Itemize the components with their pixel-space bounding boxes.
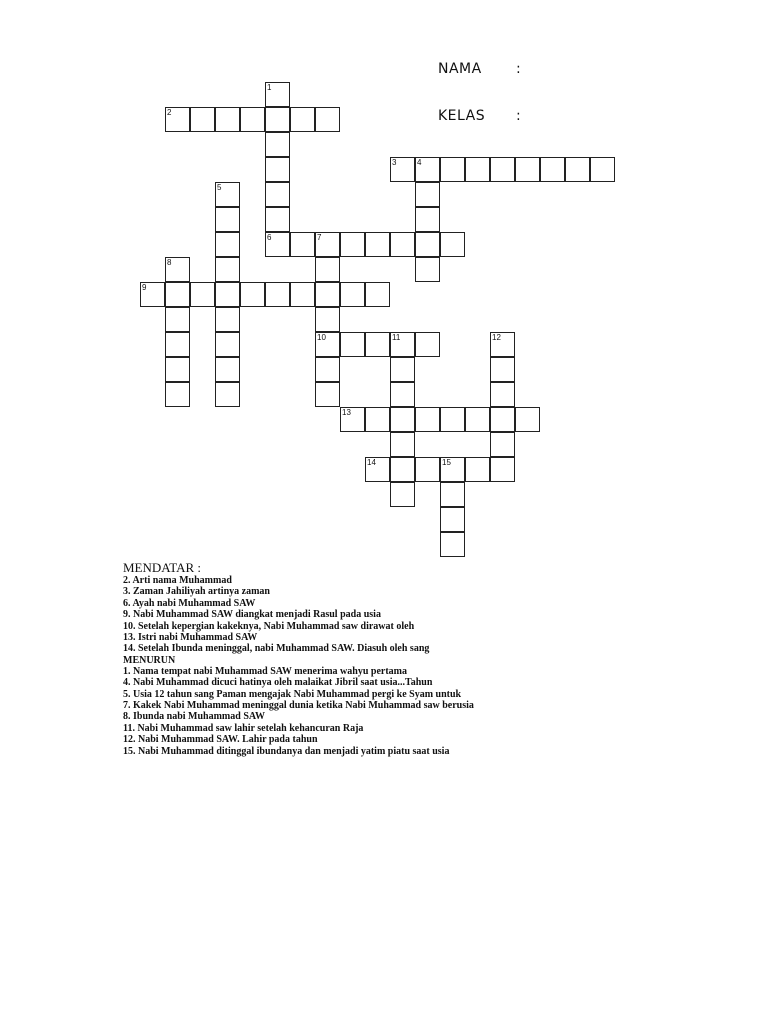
grid-cell[interactable] <box>190 282 215 307</box>
grid-cell[interactable] <box>465 157 490 182</box>
grid-cell[interactable] <box>415 457 440 482</box>
grid-cell[interactable] <box>315 282 340 307</box>
grid-cell[interactable] <box>215 332 240 357</box>
down-clue: 15. Nabi Muhammad ditinggal ibundanya dan menjadi yatim piatu saat usia <box>123 745 450 757</box>
grid-cell[interactable] <box>290 232 315 257</box>
grid-cell[interactable] <box>340 232 365 257</box>
grid-cell[interactable] <box>265 132 290 157</box>
grid-cell[interactable] <box>365 282 390 307</box>
grid-cell[interactable] <box>165 332 190 357</box>
down-clue: 11. Nabi Muhammad saw lahir setelah kehancuran Raja <box>123 722 364 734</box>
grid-cell[interactable] <box>440 157 465 182</box>
clue-number-2: 2 <box>167 108 172 117</box>
grid-cell[interactable] <box>315 107 340 132</box>
grid-cell[interactable] <box>390 457 415 482</box>
grid-cell[interactable] <box>215 257 240 282</box>
grid-cell[interactable] <box>315 357 340 382</box>
grid-cell[interactable] <box>165 282 190 307</box>
down-heading: MENURUN <box>123 654 176 666</box>
grid-cell[interactable] <box>315 382 340 407</box>
grid-cell[interactable] <box>440 532 465 557</box>
grid-cell[interactable] <box>440 482 465 507</box>
grid-cell[interactable] <box>365 232 390 257</box>
grid-cell[interactable] <box>440 232 465 257</box>
grid-cell[interactable] <box>290 107 315 132</box>
grid-cell[interactable] <box>565 157 590 182</box>
across-clues <box>123 575 683 655</box>
grid-cell[interactable] <box>415 332 440 357</box>
grid-cell[interactable] <box>415 257 440 282</box>
clue-number-7: 7 <box>317 233 322 242</box>
across-clue: 3. Zaman Jahiliyah artinya zaman <box>123 586 270 598</box>
grid-cell[interactable] <box>490 157 515 182</box>
class-label: KELAS <box>438 108 486 124</box>
across-clue: 10. Setelah kepergian kakeknya, Nabi Muhammad saw dirawat oleh <box>123 620 415 632</box>
grid-cell[interactable] <box>390 232 415 257</box>
grid-cell[interactable] <box>265 207 290 232</box>
clue-number-13: 13 <box>342 408 351 417</box>
clue-number-4: 4 <box>417 158 422 167</box>
name-label: NAMA <box>438 61 482 77</box>
across-clue: 2. Arti nama Muhammad <box>123 575 232 586</box>
grid-cell[interactable] <box>365 407 390 432</box>
grid-cell[interactable] <box>265 182 290 207</box>
grid-cell[interactable] <box>490 432 515 457</box>
down-clue: 4. Nabi Muhammad dicuci hatinya oleh malaikat Jibril saat usia...Tahun <box>123 677 433 689</box>
grid-cell[interactable] <box>365 332 390 357</box>
down-clue: 8. Ibunda nabi Muhammad SAW <box>123 711 265 723</box>
grid-cell[interactable] <box>390 382 415 407</box>
grid-cell[interactable] <box>490 357 515 382</box>
grid-cell[interactable] <box>165 382 190 407</box>
grid-cell[interactable] <box>465 457 490 482</box>
grid-cell[interactable] <box>215 382 240 407</box>
grid-cell[interactable] <box>415 182 440 207</box>
grid-cell[interactable] <box>215 307 240 332</box>
across-clue: 6. Ayah nabi Muhammad SAW <box>123 597 256 609</box>
clue-number-6: 6 <box>267 233 272 242</box>
grid-cell[interactable] <box>515 157 540 182</box>
grid-cell[interactable] <box>390 482 415 507</box>
clue-number-12: 12 <box>492 333 501 342</box>
grid-cell[interactable] <box>240 107 265 132</box>
grid-cell[interactable] <box>440 507 465 532</box>
down-clue: 7. Kakek Nabi Muhammad meninggal dunia ketika Nabi Muhammad saw berusia <box>123 700 474 712</box>
across-clue: 13. Istri nabi Muhammad SAW <box>123 632 258 644</box>
grid-cell[interactable] <box>415 232 440 257</box>
grid-cell[interactable] <box>165 307 190 332</box>
grid-cell[interactable] <box>215 207 240 232</box>
grid-cell[interactable] <box>265 282 290 307</box>
clue-number-8: 8 <box>167 258 172 267</box>
grid-cell[interactable] <box>340 282 365 307</box>
grid-cell[interactable] <box>465 407 490 432</box>
grid-cell[interactable] <box>540 157 565 182</box>
across-clue: 14. Setelah Ibunda meninggal, nabi Muhammad SAW. Diasuh oleh sang <box>123 643 430 655</box>
across-clue: 9. Nabi Muhammad SAW diangkat menjadi Rasul pada usia <box>123 609 381 621</box>
grid-cell[interactable] <box>265 157 290 182</box>
down-clues <box>123 666 683 757</box>
down-clue: 5. Usia 12 tahun sang Paman mengajak Nabi Muhammad pergi ke Syam untuk <box>123 688 462 700</box>
grid-cell[interactable] <box>240 282 265 307</box>
grid-cell[interactable] <box>290 282 315 307</box>
grid-cell[interactable] <box>215 357 240 382</box>
across-heading: MENDATAR : <box>123 560 202 575</box>
grid-cell[interactable] <box>415 407 440 432</box>
grid-cell[interactable] <box>190 107 215 132</box>
clue-number-3: 3 <box>392 158 397 167</box>
grid-cell[interactable] <box>340 332 365 357</box>
grid-cell[interactable] <box>315 257 340 282</box>
clue-number-10: 10 <box>317 333 326 342</box>
clue-number-15: 15 <box>442 458 451 467</box>
clue-number-14: 14 <box>367 458 376 467</box>
grid-cell[interactable] <box>415 207 440 232</box>
clues-section <box>123 561 683 757</box>
grid-cell[interactable] <box>165 357 190 382</box>
clue-number-1: 1 <box>267 83 272 92</box>
grid-cell[interactable] <box>390 407 415 432</box>
grid-cell[interactable] <box>215 107 240 132</box>
grid-cell[interactable] <box>215 232 240 257</box>
down-clue: 1. Nama tempat nabi Muhammad SAW menerima wahyu pertama <box>123 665 407 677</box>
grid-cell[interactable] <box>315 307 340 332</box>
clue-number-9: 9 <box>142 283 147 292</box>
grid-cell[interactable] <box>490 407 515 432</box>
class-colon: : <box>516 108 522 124</box>
grid-cell[interactable] <box>390 432 415 457</box>
down-clue: 12. Nabi Muhammad SAW. Lahir pada tahun <box>123 734 318 746</box>
grid-cell[interactable] <box>490 457 515 482</box>
clue-number-11: 11 <box>392 333 401 342</box>
grid-cell[interactable] <box>215 282 240 307</box>
grid-cell[interactable] <box>440 407 465 432</box>
grid-cell[interactable] <box>490 382 515 407</box>
grid-cell[interactable] <box>390 357 415 382</box>
name-colon: : <box>516 61 522 77</box>
grid-cell[interactable] <box>515 407 540 432</box>
grid-cell[interactable] <box>265 107 290 132</box>
clue-number-5: 5 <box>217 183 222 192</box>
grid-cell[interactable] <box>590 157 615 182</box>
